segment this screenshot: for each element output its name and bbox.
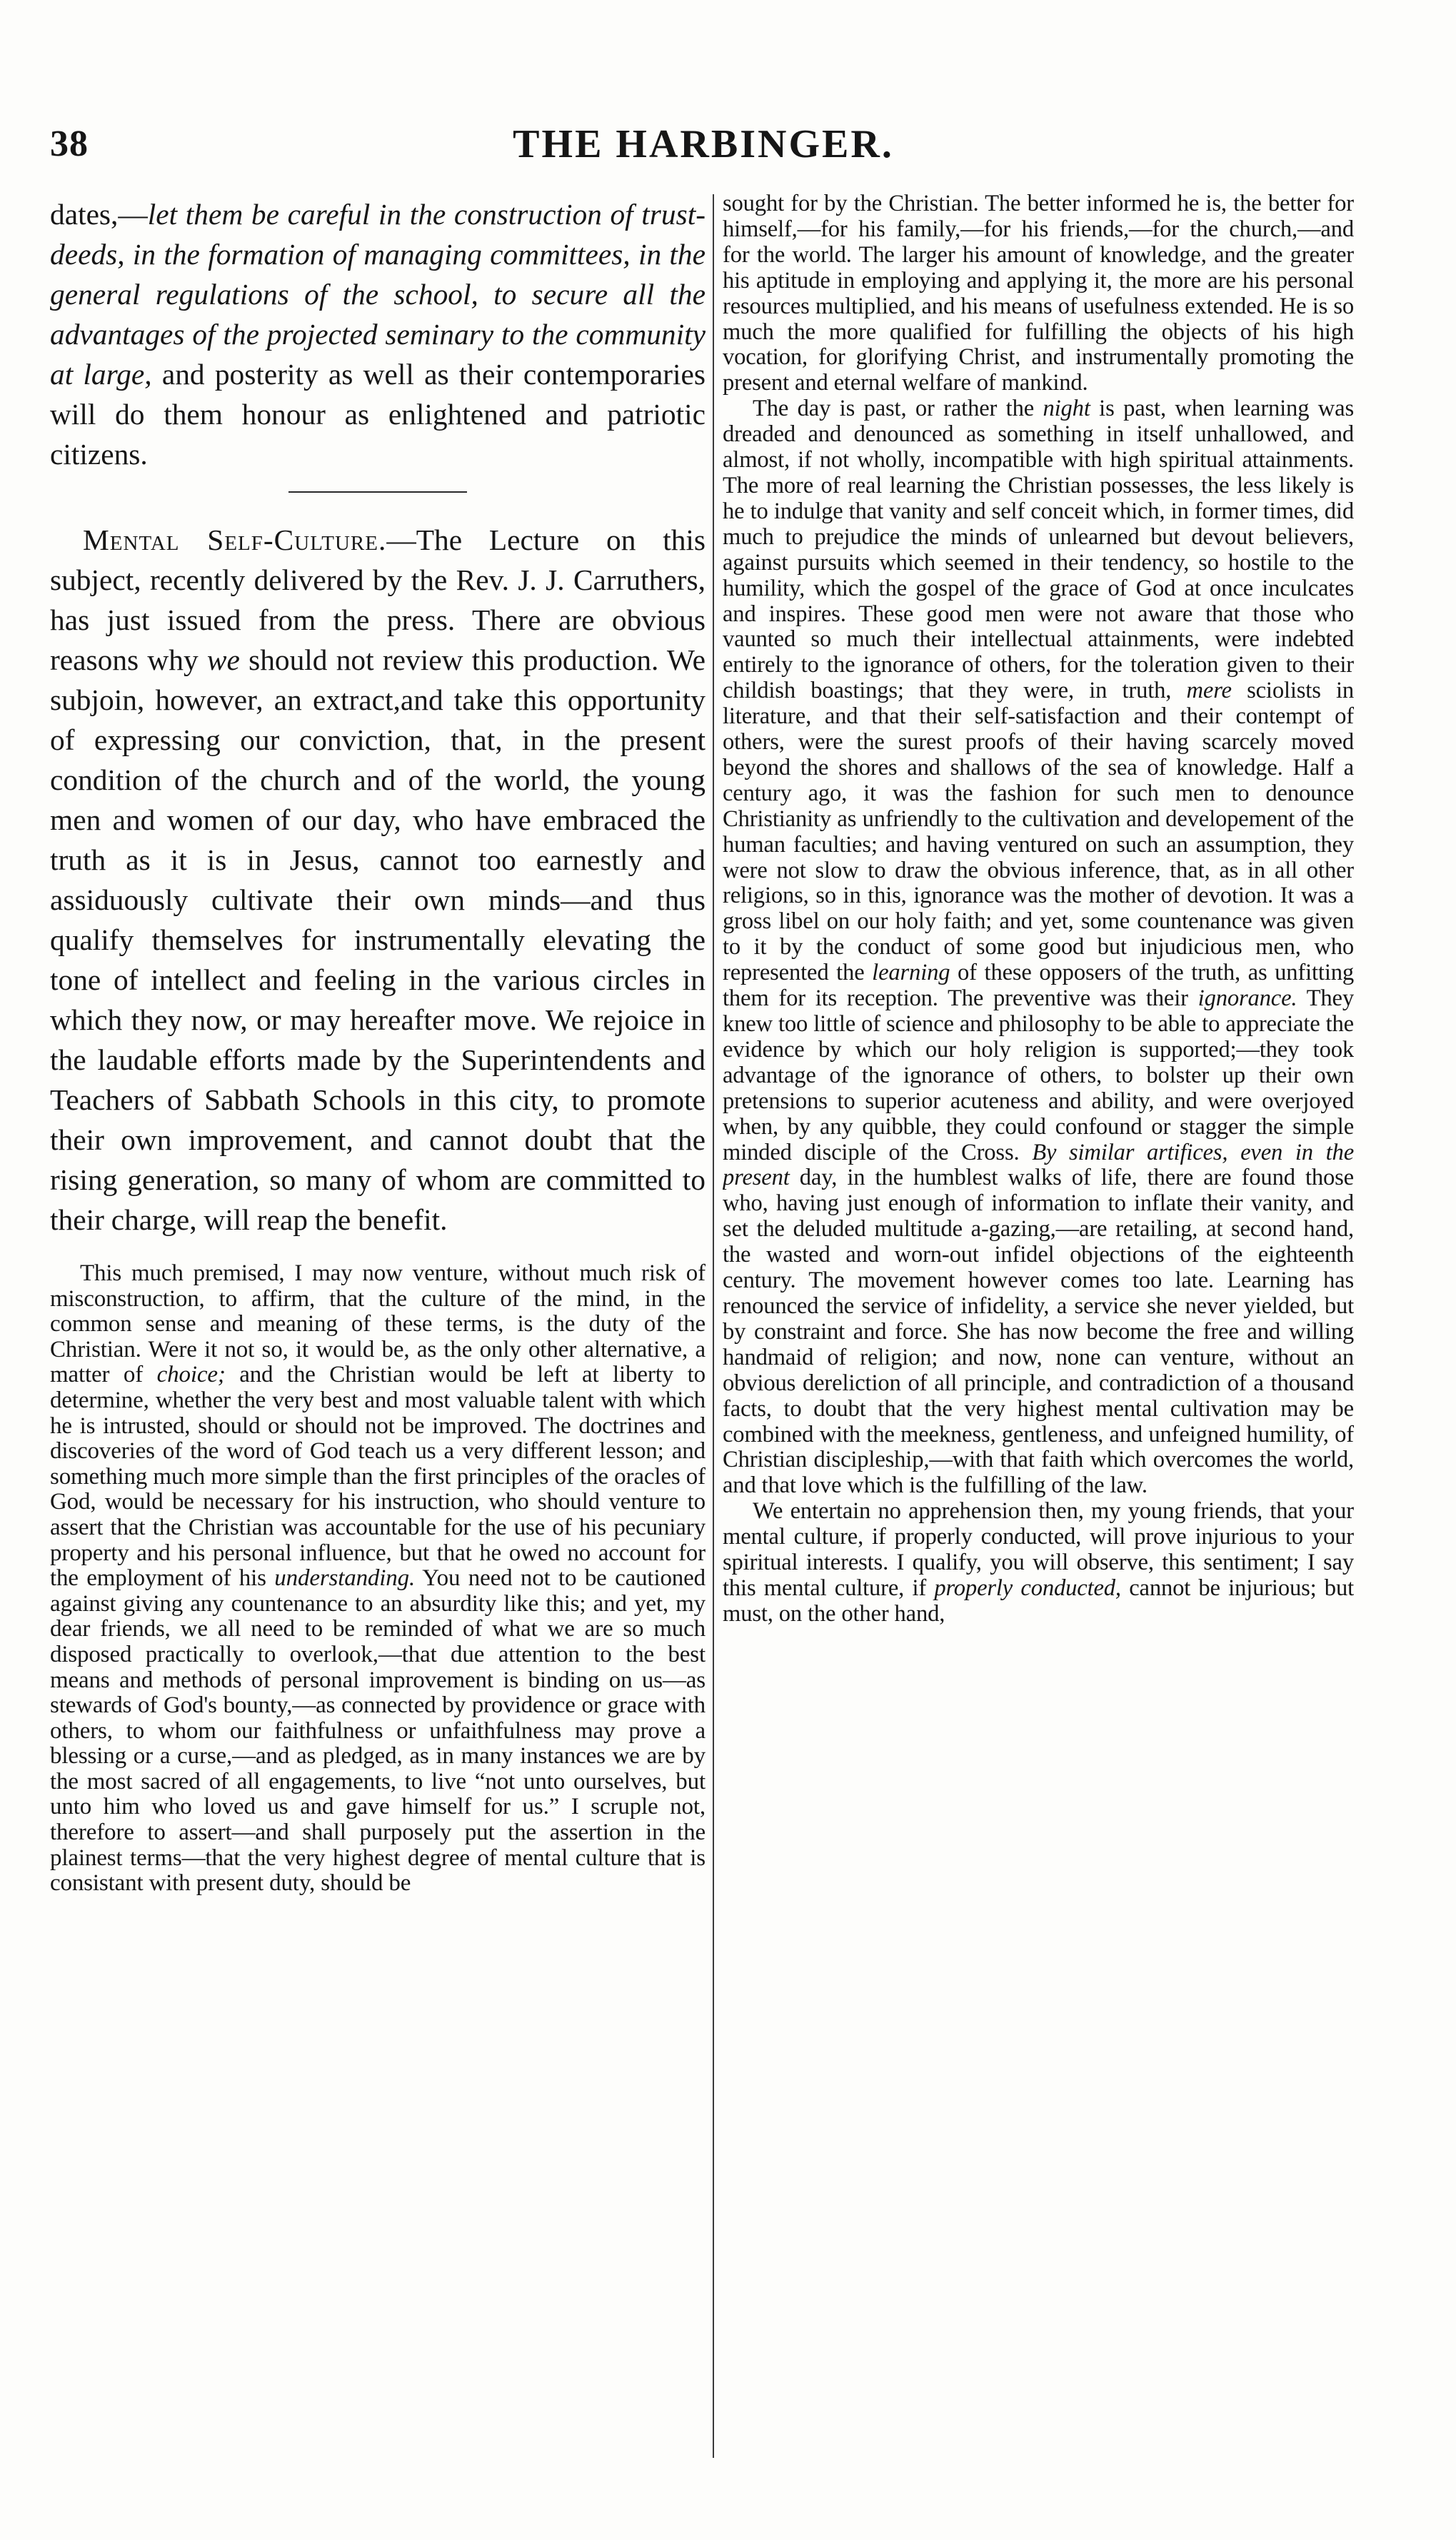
text-run: of these opposers of the truth, as unfitting them for its reception. The preventive was their <box>723 960 1354 1012</box>
extract-paragraph: sought for by the Christian. The better informed he is, the better for himself,—for his family,—for his friends,—for the church,—and for the world. The larger his amount of knowledge, and the greater his aptitude in employing and applying it, the more are his personal resources multiplied, and his means of usefulness extended. He is so much the more qualified for fulfilling the objects of his high vocation, for glorifying Christ, and instrumentally promoting the present and eternal welfare of mankind. <box>723 191 1354 396</box>
extract-paragraph <box>723 1499 1354 1627</box>
page-number: 38 <box>50 124 89 164</box>
running-head <box>50 114 1357 171</box>
text-run: should not review this production. We subjoin, however, an extract,and take this opportunity of expressing our conviction, that, in the present condition of the church and of the world, the young men and women of our day, who have embraced the truth as it is in Jesus, cannot too earnestly and assiduously cultivate their own minds—and thus qualify themselves for instrumentally elevating the tone of intellect and feeling in the various circles in which they now, or may hereafter move. We rejoice in the laudable efforts made by the Superintendents and Teachers of Sabbath Schools in this city, to promote their own improvement, and cannot doubt that the rising generation, so many of whom are committed to their charge, will reap the benefit. <box>50 643 706 1236</box>
text-run: —The Lecture on this subject, recently delivered by the Rev. J. J. Carruthers, has just issued from the press. There are obvious reasons why <box>50 523 706 676</box>
text-run: day, in the humblest walks of life, there are found those who, having just enough of information to inflate their vanity, and set the deluded multitude a-gazing,—are retailing, at second hand, the wasted and worn-out infidel objections of the eighteenth century. The movement however comes too late. Learning has renounced the service of infidelity, a service she never yielded, but by constraint and force. She has now become the free and willing handmaid of religion; and now, none can venture, without an obvious dereliction of all principle, and contradiction of a thousand facts, to doubt that the very highest mental cultivation may be combined with the meekness, gentleness, and unfeigned humility, of Christian discipleship,—with that faith which overcomes the world, and that love which is the fulfilling of the law. <box>723 1165 1354 1499</box>
text-run: sciolists in literature, and that their self-satisfaction and their contempt of others, were the surest proofs of their having scarcely moved beyond the shores and shallows of the sea of knowledge. Half a century ago, it was the fashion for such men to denounce Christianity as unfriendly to the cultivation and developement of the human faculties; and having ventured on such an assumption, they were not slow to draw the obvious inference, that, as in all other religions, so in this, ignorance was the mother of devotion. It was a gross libel on our holy faith; and yet, some countenance was given to it by the conduct of some good but injudicious men, who represented the <box>723 678 1354 986</box>
italic-run: mere <box>1186 678 1232 704</box>
text-run: They knew too little of science and philosophy to be able to appreciate the evidence by which our holy religion is supported;—they took advantage of the ignorance of others, to bolster up their own pretensions to superior acuteness and ability, and were overjoyed when, by any quibble, they could confound or stagger the simple minded disciple of the Cross. <box>723 985 1354 1165</box>
italic-run: let them be careful in the construction of trust-deeds, in the formation of managing committees, in the general regulations of the school, to secure all the advantages of the projected seminary to the community at large, <box>50 198 706 391</box>
closing-paragraph <box>50 194 706 474</box>
text-run: and the Christian would be left at liberty to determine, whether the very best and most valuable talent with which he is intrusted, should or should not be improved. The doctrines and discoveries of the word of God teach us a very different lesson; and something much more simple than the first principles of the oracles of God, would be necessary for his instruction, who should venture to assert that the Christian was accountable for the use of his pecuniary property and his personal influence, but that he owed no account for the employment of his <box>50 1362 706 1592</box>
text-run: is past, when learning was dreaded and denounced as something in itself unhallowed, and almost, if not wholly, incompatible with high spiritual attainments. The more of real learning the Christian possesses, the less likely is he to indulge that vanity and self conceit which, in former times, did much to prejudice the minds of unlearned but devout believers, against pursuits which seemed in their tendency, so hostile to the humility, which the gospel of the grace of God at once inculcates and inspires. These good men were not aware that those who vaunted so much their intellectual attainments, were indebted entirely to the ignorance of others, for the toleration given to their childish boastings; that they were, in truth, <box>723 396 1354 704</box>
italic-run: understanding. <box>274 1565 416 1592</box>
notice-paragraph <box>50 520 706 1240</box>
text-run: The day is past, or rather the <box>753 396 1043 422</box>
italic-run: we <box>206 643 240 676</box>
right-column <box>723 191 1354 2469</box>
text-run: We entertain no apprehension then, my young friends, that your mental culture, if properly conducted, will prove injurious to your spiritual interests. I qualify, you will observe, this sentiment; I say this mental culture, if <box>723 1498 1354 1601</box>
journal-title: THE HARBINGER. <box>513 122 894 166</box>
text-run: dates,— <box>50 198 148 231</box>
section-rule <box>288 491 467 493</box>
text-run: and posterity as well as their contemporaries will do them honour as enlightened and patriotic citizens. <box>50 358 706 471</box>
italic-run: By similar artifices, even in the present <box>723 1139 1354 1191</box>
left-column <box>50 194 706 2465</box>
italic-run: choice; <box>156 1362 226 1388</box>
italic-run: night <box>1043 396 1090 422</box>
text-run: This much premised, I may now venture, without much risk of misconstruction, to affirm, that the culture of the mind, in the common sense and meaning of these terms, is the duty of the Christian. Were it not so, it would be, as the only other alternative, a matter of <box>50 1260 706 1388</box>
italic-run: learning <box>872 960 950 986</box>
text-run: cannot be injurious; but must, on the other hand, <box>723 1575 1354 1627</box>
text-run: You need not to be cautioned against giving any countenance to an absurdity like this; and yet, my dear friends, we all need to be reminded of what we are so much disposed practically to overlook,—that due attention to the best means and methods of personal improvement is binding on us—as stewards of God's bounty,—as connected by providence or grace with others, to whom our faithfulness or unfaithfulness may prove a blessing or a curse,—and as pledged, as in many instances we are by the most sacred of all engagements, to live “not unto ourselves, but unto him who loved us and gave himself for us.” I scruple not, therefore to assert—and shall purposely put the assertion in the plainest terms—that the very highest degree of mental culture that is consistant with present duty, should be <box>50 1565 706 1897</box>
large-type-section <box>50 194 706 1240</box>
section-heading: Mental Self-Culture. <box>83 523 387 556</box>
extract-paragraph <box>723 396 1354 1499</box>
extract-paragraph <box>50 1261 706 1897</box>
column-divider <box>713 194 714 2458</box>
italic-run: properly conducted, <box>934 1575 1121 1601</box>
italic-run: ignorance. <box>1198 985 1297 1012</box>
